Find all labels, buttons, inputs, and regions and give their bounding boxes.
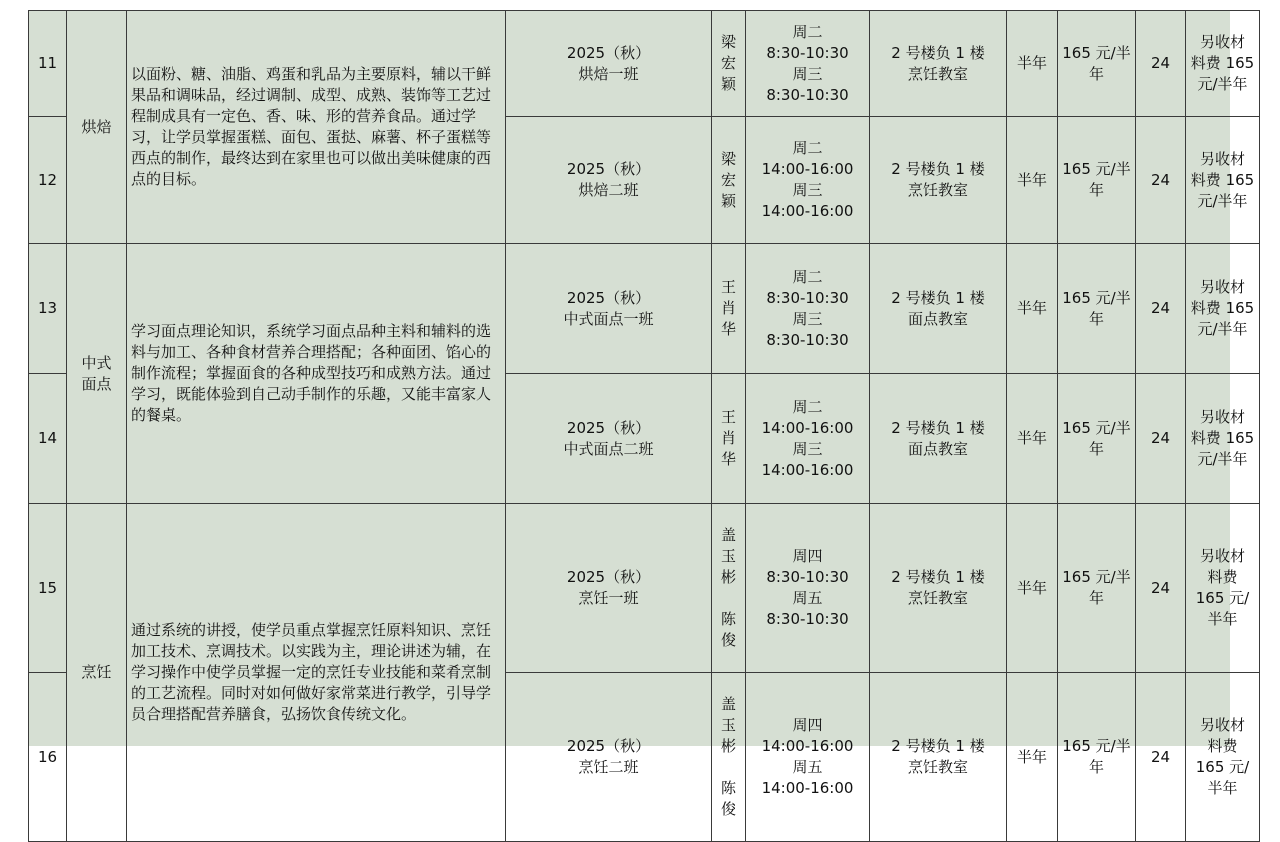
course-note: 另收材 料费 165 元/ 半年: [1186, 504, 1260, 673]
class-location: 2 号楼负 1 楼 烹饪教室: [870, 504, 1007, 673]
course-note: 另收材 料费 165 元/半年: [1186, 374, 1260, 504]
course-fee: 165 元/半 年: [1058, 374, 1136, 504]
course-note: 另收材 料费 165 元/半年: [1186, 11, 1260, 117]
row-number: 14: [29, 374, 67, 504]
course-description: 学习面点理论知识，系统学习面点品种主料和辅料的选料与加工、各种食材营养合理搭配；各种面团、馅心的制作流程；掌握面食的各种成型技巧和成熟方法。通过学习，既能体验到自己动手制作的乐趣，又能丰富家人的餐桌。: [127, 244, 506, 504]
course-description: 以面粉、糖、油脂、鸡蛋和乳品为主要原料，辅以干鲜果品和调味品，经过调制、成型、成熟、装饰等工艺过程制成具有一定色、香、味、形的营养食品。通过学习，让学员掌握蛋糕、面包、蛋挞、麻薯、杯子蛋糕等西点的制作，最终达到在家里也可以做出美味健康的西点的目标。: [127, 11, 506, 244]
course-category: 烘焙: [67, 11, 127, 244]
teacher-name: 盖 玉 彬 陈 俊: [712, 673, 746, 842]
teacher-name: 王 肖 华: [712, 244, 746, 374]
row-number: 12: [29, 117, 67, 244]
class-time: 周四 14:00-16:00 周五 14:00-16:00: [746, 673, 870, 842]
course-duration: 半年: [1007, 374, 1058, 504]
course-duration: 半年: [1007, 504, 1058, 673]
course-fee: 165 元/半 年: [1058, 504, 1136, 673]
course-duration: 半年: [1007, 244, 1058, 374]
class-name: 2025（秋） 中式面点一班: [506, 244, 712, 374]
teacher-name: 梁 宏 颖: [712, 11, 746, 117]
course-hours: 24: [1136, 244, 1186, 374]
table-row: [29, 504, 1260, 673]
class-location: 2 号楼负 1 楼 面点教室: [870, 374, 1007, 504]
class-time: 周四 8:30-10:30 周五 8:30-10:30: [746, 504, 870, 673]
class-time: 周二 8:30-10:30 周三 8:30-10:30: [746, 11, 870, 117]
course-table: [28, 10, 1260, 842]
course-duration: 半年: [1007, 11, 1058, 117]
row-number: 11: [29, 11, 67, 117]
row-number: 13: [29, 244, 67, 374]
course-note: 另收材 料费 165 元/ 半年: [1186, 673, 1260, 842]
teacher-name: 盖 玉 彬 陈 俊: [712, 504, 746, 673]
course-note: 另收材 料费 165 元/半年: [1186, 244, 1260, 374]
class-name: 2025（秋） 中式面点二班: [506, 374, 712, 504]
course-schedule-sheet: [28, 10, 1255, 818]
class-time: 周二 14:00-16:00 周三 14:00-16:00: [746, 117, 870, 244]
course-hours: 24: [1136, 374, 1186, 504]
course-hours: 24: [1136, 504, 1186, 673]
class-location: 2 号楼负 1 楼 烹饪教室: [870, 117, 1007, 244]
course-duration: 半年: [1007, 673, 1058, 842]
course-duration: 半年: [1007, 117, 1058, 244]
class-location: 2 号楼负 1 楼 烹饪教室: [870, 673, 1007, 842]
class-name: 2025（秋） 烘焙一班: [506, 11, 712, 117]
course-fee: 165 元/半 年: [1058, 117, 1136, 244]
course-hours: 24: [1136, 11, 1186, 117]
course-fee: 165 元/半 年: [1058, 11, 1136, 117]
class-location: 2 号楼负 1 楼 面点教室: [870, 244, 1007, 374]
class-name: 2025（秋） 烘焙二班: [506, 117, 712, 244]
course-description: 通过系统的讲授，使学员重点掌握烹饪原料知识、烹饪加工技术、烹调技术。以实践为主，理论讲述为辅，在学习操作中使学员掌握一定的烹饪专业技能和菜肴烹制的工艺流程。同时对如何做好家常菜进行教学，引导学员合理搭配营养膳食，弘扬饮食传统文化。: [127, 504, 506, 842]
table-row: [29, 244, 1260, 374]
course-note: 另收材 料费 165 元/半年: [1186, 117, 1260, 244]
class-name: 2025（秋） 烹饪一班: [506, 504, 712, 673]
class-time: 周二 8:30-10:30 周三 8:30-10:30: [746, 244, 870, 374]
row-number: 15: [29, 504, 67, 673]
course-hours: 24: [1136, 673, 1186, 842]
course-category: 烹饪: [67, 504, 127, 842]
course-category: 中式 面点: [67, 244, 127, 504]
course-fee: 165 元/半 年: [1058, 673, 1136, 842]
course-fee: 165 元/半 年: [1058, 244, 1136, 374]
class-location: 2 号楼负 1 楼 烹饪教室: [870, 11, 1007, 117]
teacher-name: 王 肖 华: [712, 374, 746, 504]
row-number: 16: [29, 673, 67, 842]
class-name: 2025（秋） 烹饪二班: [506, 673, 712, 842]
course-hours: 24: [1136, 117, 1186, 244]
class-time: 周二 14:00-16:00 周三 14:00-16:00: [746, 374, 870, 504]
teacher-name: 梁 宏 颖: [712, 117, 746, 244]
table-row: [29, 11, 1260, 117]
